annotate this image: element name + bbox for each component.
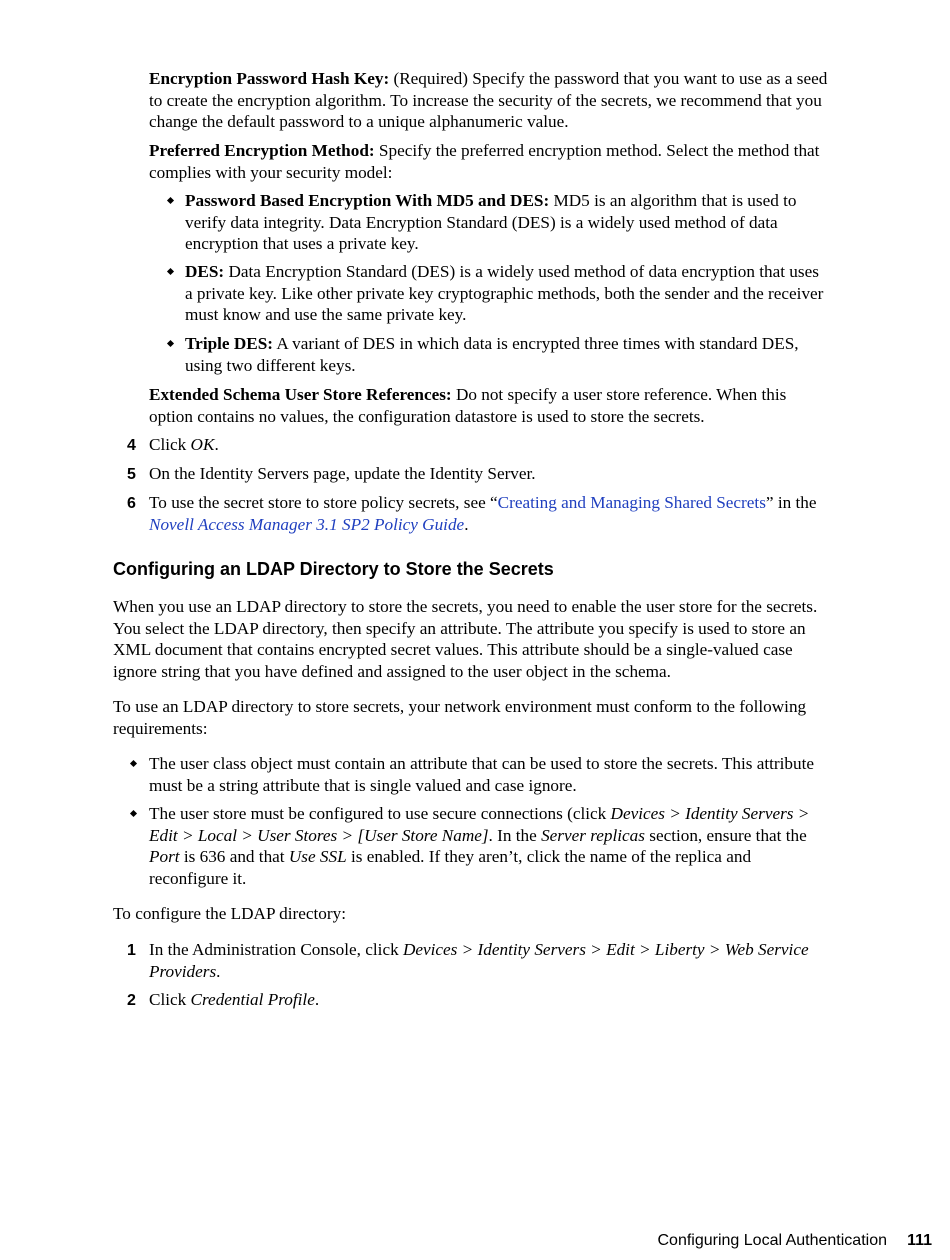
step-6 — [149, 492, 829, 535]
port-term: Port — [149, 847, 180, 866]
step-text: Click — [149, 435, 191, 454]
step-number: 1 — [127, 942, 136, 959]
configure-ldap-paragraph: To configure the LDAP directory: — [113, 904, 346, 923]
bullet-icon — [167, 340, 174, 347]
method-item-des — [185, 261, 830, 326]
encryption-method-term: Preferred Encryption Method: — [149, 141, 375, 160]
step-text: . — [464, 514, 469, 534]
extended-schema-term: Extended Schema User Store References: — [149, 385, 452, 404]
step-2 — [149, 989, 829, 1011]
step-number: 5 — [127, 466, 136, 483]
use-ssl-term: Use SSL — [288, 847, 347, 866]
method-term: DES: — [185, 262, 225, 281]
page-number: 111 — [907, 1232, 932, 1249]
requirement-text: is enabled. If they aren’t, click the name of the replica and reconfigure it. — [149, 847, 752, 888]
step-text: In the Administration Console, click — [149, 940, 403, 959]
credential-profile-term: Credential Profile — [190, 990, 315, 1009]
step-number: 6 — [127, 495, 136, 512]
requirement-text: . In the — [488, 825, 542, 845]
requirements-paragraph: To use an LDAP directory to store secrets, your network environment must conform to the following requirements: — [113, 697, 807, 738]
step-number: 4 — [127, 437, 136, 454]
bullet-icon — [167, 268, 174, 275]
web-service-providers-path: Devices > Identity Servers > Edit > Liberty > Web Service Providers — [149, 940, 809, 981]
method-text: Data Encryption Standard (DES) is a widely used method of data encryption that uses a private key. Like other private key cryptographic methods, both the sender and the receiver must know and use the same private key. — [185, 262, 824, 324]
bullet-icon — [130, 810, 137, 817]
encryption-method-text: Specify the preferred encryption method. Select the method that complies with your security model: — [149, 141, 820, 182]
requirement-text: is 636 and that — [179, 847, 289, 866]
method-text: MD5 is an algorithm that is used to verify data integrity. Data Encryption Standard (DES) is a widely used method of data encryption that uses a private key. — [185, 191, 797, 253]
server-replicas-term: Server replicas — [541, 825, 645, 845]
step-1 — [149, 939, 829, 982]
requirement-item-attribute: The user class object must contain an attribute that can be used to store the secrets. This attribute must be a string attribute that is single valued and case ignore. — [149, 754, 815, 795]
step-5 — [149, 463, 829, 485]
step-4 — [149, 434, 829, 456]
step-text: ” in the — [765, 493, 817, 512]
extended-schema-paragraph — [149, 384, 829, 427]
step-text: . — [314, 990, 320, 1009]
method-text: A variant of DES in which data is encrypted three times with standard DES, using two different keys. — [185, 334, 799, 375]
requirement-text: The user store must be configured to use secure connections (click — [149, 804, 611, 823]
method-term: Triple DES: — [185, 334, 274, 353]
ldap-intro-paragraph: When you use an LDAP directory to store the secrets, you need to enable the user store for the secrets. You select the LDAP directory, then specify an attribute. The attribute you specify is used to store an XML document that contains encrypted secret values. This attribute should be a single-valued case ignore string that you have defined and assigned to the user object in the schema. — [113, 597, 818, 681]
section-heading: Configuring an LDAP Directory to Store the Secrets — [113, 559, 554, 579]
bullet-icon — [130, 760, 137, 767]
step-text: . — [214, 435, 219, 454]
step-number: 2 — [127, 992, 136, 1009]
method-item-md5 — [185, 190, 830, 255]
extended-schema-text: Do not specify a user store reference. When this option contains no values, the configuration datastore is used to store the secrets. — [149, 385, 787, 426]
hash-key-term: Encryption Password Hash Key: — [149, 69, 390, 88]
hash-key-text: (Required) Specify the password that you want to use as a seed to create the encryption algorithm. To increase the security of the secrets, we recommend that you change the default password to a unique alphanumeric value. — [149, 69, 828, 131]
bullet-icon — [167, 197, 174, 204]
footer-title: Configuring Local Authentication — [657, 1232, 887, 1249]
hash-key-paragraph — [149, 68, 829, 133]
step-text: . — [216, 961, 221, 981]
step-text: To use the secret store to store policy secrets, see “ — [149, 493, 498, 512]
requirement-item-secure-connections — [149, 803, 829, 889]
step-text: Click — [149, 990, 191, 1009]
method-term: Password Based Encryption With MD5 and DES: — [185, 191, 550, 210]
encryption-method-paragraph — [149, 140, 829, 183]
policy-guide-link[interactable]: Novell Access Manager 3.1 SP2 Policy Guide — [149, 514, 465, 534]
ok-term: OK — [190, 435, 215, 454]
method-item-triple-des — [185, 333, 830, 376]
user-store-path: Devices > Identity Servers > Edit > Local > User Stores > [User Store Name] — [149, 804, 810, 845]
shared-secrets-link[interactable]: Creating and Managing Shared Secrets — [497, 493, 766, 512]
requirement-text: section, ensure that the — [644, 825, 807, 845]
step-text: On the Identity Servers page, update the Identity Server. — [149, 464, 536, 483]
